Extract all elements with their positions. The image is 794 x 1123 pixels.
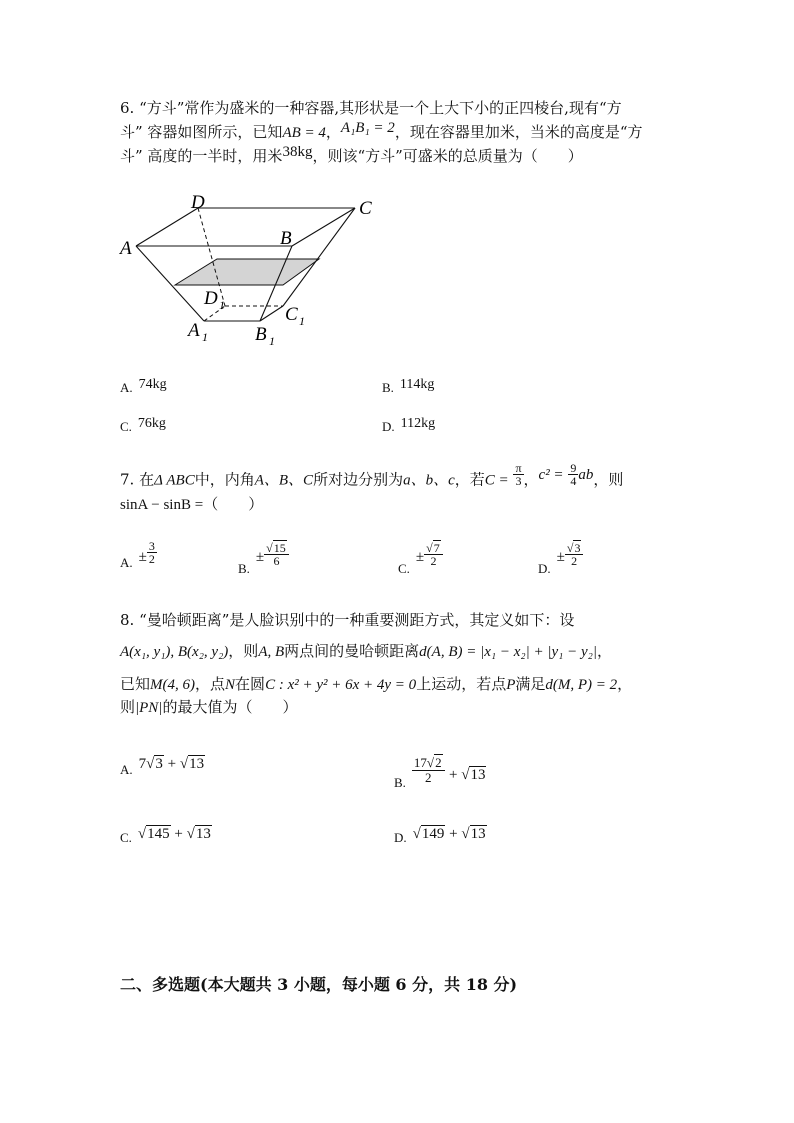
q7-pi-over-3: $\frac{\pi}{3}$ bbox=[515, 461, 522, 488]
label-a1: A bbox=[188, 320, 200, 341]
q8-line-4: 则|PN|的最大值为（ ） bbox=[120, 698, 298, 716]
q7-ab: ab bbox=[578, 466, 594, 483]
label-b: B bbox=[280, 228, 292, 249]
q6-line-2 bbox=[120, 122, 642, 143]
q6-line-3-a: 斗” 高度的一半时，用米 bbox=[120, 147, 283, 165]
label-c1-sub: 1 bbox=[299, 314, 305, 328]
edge-cc1 bbox=[283, 208, 355, 306]
q7-expression: sinA − sinB = bbox=[120, 497, 204, 513]
q7-angles: A、B、C bbox=[254, 472, 314, 489]
q6-comma: ， bbox=[325, 123, 341, 141]
q8-line-2: A(x₁, y₁), B(x₂, y₂)，则A, B两点间的曼哈顿距离d(A, B) = |x₁ − x₂| + |y₁ − y₂|， bbox=[120, 642, 612, 660]
q7-option-c[interactable]: C.± $\frac{√7}{2}$ bbox=[398, 556, 443, 581]
q6-a1b1-eq: A₁B₁ = 2 bbox=[340, 120, 395, 136]
q7-line-1: 7. 在Δ ABC中，内角A、B、C所对边分别为a、b、c，若C = $\frac{\pi}{3}$ ，c² = $\frac{9}{4}$ ab，则 bbox=[120, 461, 624, 489]
q8-point-m: M(4, 6) bbox=[150, 677, 196, 693]
section-2-heading: 二、多选题(本大题共 3 小题，每小题 6 分，共 18 分) bbox=[120, 975, 518, 994]
q8-manhattan-def: d(A, B) = |x₁ − x₂| + |y₁ − y₂| bbox=[419, 644, 597, 660]
label-d: D bbox=[191, 192, 205, 213]
q7-triangle: Δ ABC bbox=[154, 472, 195, 489]
q6-line-3 bbox=[120, 146, 583, 167]
q6-option-b[interactable]: B. 114kg bbox=[382, 377, 435, 395]
q8-dmp: d(M, P) = 2 bbox=[545, 677, 618, 693]
label-c: C bbox=[359, 198, 372, 219]
label-d1-sub: 1 bbox=[219, 298, 225, 312]
label-d1: D bbox=[204, 288, 218, 309]
q8-pn: |PN| bbox=[135, 700, 163, 716]
q6-line-1: 6. “方斗”常作为盛米的一种容器,其形状是一个上大下小的正四棱台,现有“方 bbox=[120, 99, 622, 117]
q6-line-3-b: ，则该“方斗”可盛米的总质量为（ ） bbox=[312, 147, 583, 165]
q7-cond-c2: c² = bbox=[538, 466, 564, 483]
label-b1: B bbox=[255, 324, 267, 345]
q8-line-3: 已知M(4, 6)，点N在圆C : x² + y² + 6x + 4y = 0上运动，若点P满足d(M, P) = 2， bbox=[120, 675, 633, 693]
q6-line-2-a: 斗” 容器如图所示，已知 bbox=[120, 123, 283, 141]
q8-circle: C : x² + y² + 6x + 4y = 0 bbox=[265, 677, 417, 693]
label-a: A bbox=[120, 238, 132, 259]
label-b1-sub: 1 bbox=[269, 334, 275, 348]
q6-line-2-b: ，现在容器里加米，当米的高度是“方 bbox=[394, 123, 643, 141]
q8-option-a[interactable]: A. 7√3 + √13 bbox=[120, 756, 205, 777]
q6-mass: 38kg bbox=[282, 144, 313, 160]
q8-points: A(x₁, y₁), B(x₂, y₂) bbox=[120, 644, 229, 660]
edge-bc bbox=[292, 208, 355, 246]
q7-option-d[interactable]: D.± $\frac{√3}{2}$ bbox=[538, 556, 583, 581]
q6-option-c[interactable]: C. 76kg bbox=[120, 416, 166, 434]
q7-option-b[interactable]: B.± $\frac{√15}{6}$ bbox=[238, 556, 289, 581]
frustum-figure bbox=[118, 190, 388, 350]
q6-option-a[interactable]: A. 74kg bbox=[120, 377, 167, 395]
q7-option-a[interactable]: A. ± $\frac{3}{2}$ bbox=[120, 539, 155, 570]
q8-line-1: 8. “曼哈顿距离”是人脸识别中的一种重要测距方式，其定义如下：设 bbox=[120, 611, 575, 629]
q7-line-2: sinA − sinB =（ ） bbox=[120, 495, 264, 513]
q8-option-d[interactable]: D. √149 + √13 bbox=[394, 826, 486, 845]
q7-nine-fourths: $\frac{9}{4}$ bbox=[570, 461, 577, 488]
q6-ab-eq: AB = 4 bbox=[282, 125, 326, 141]
rice-surface bbox=[175, 259, 319, 285]
label-c1: C bbox=[285, 304, 298, 325]
label-a1-sub: 1 bbox=[202, 330, 208, 344]
q7-cond-c: C = bbox=[484, 472, 509, 489]
q8-option-b[interactable]: B. $\frac{17√2}{2}$ + √13 bbox=[394, 755, 486, 790]
q8-option-c[interactable]: C. √145 + √13 bbox=[120, 826, 211, 845]
edge-ad bbox=[136, 208, 198, 246]
q7-sides: a、b、c bbox=[403, 472, 455, 489]
q6-option-d[interactable]: D. 112kg bbox=[382, 416, 436, 434]
